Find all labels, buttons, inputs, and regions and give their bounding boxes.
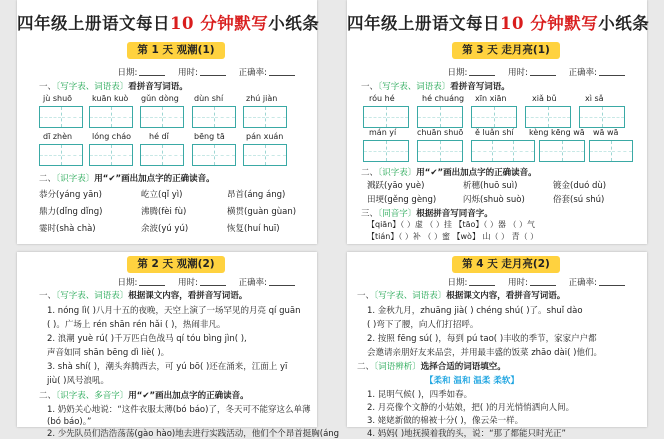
page-title: 四年级上册语文每日10 分钟默写小纸条 <box>17 14 320 33</box>
writing-grid[interactable] <box>39 144 83 166</box>
writing-grid[interactable] <box>471 140 535 162</box>
worksheet-day1: 四年级上册语文每日10 分钟默写小纸条 第 1 天 观潮(1) 日期: 用时: 正确率: 一、〔写字表、词语表〕看拼音写词语。 jù shuō kuān kuò gǔn dòng dùn shí zhú jiàn dī zhèn lóng cháo hé dǐ bēng tā pán xuán 二、〔识字表〕用“✔”画出加点字的正确读音。 恭分(yáng yān) 屹立(qǐ yì) 昂首(áng áng) 鼎力(dǐng dǐng) 沸腾(fèi fù) 横贯(guàn gùan) 霎时(shà chà) 余波(yú yú) 恢复(huí huī) <box>17 0 317 244</box>
rate-field[interactable] <box>599 66 625 76</box>
exercise-line: 2. 月亮像个文静的小姑娘，把( )的月光悄悄洒向人间。 <box>367 403 575 413</box>
day-banner: 第 2 天 观潮(2) <box>127 256 225 273</box>
meta-fields: 日期: 用时: 正确率: <box>117 66 295 78</box>
exercise-line: 3. shà shí( )，潮头奔腾西去，可 yú bō( )还在涌来，江面上 yī <box>47 362 288 372</box>
section-1-heading: 一、〔写字表、词语表〕根据课文内容，看拼音写词语。 <box>39 291 248 301</box>
writing-grid[interactable] <box>471 106 517 128</box>
exercise-line: 4. 妈妈( )地抚摸着我的头，说：“那了都能只时光正” <box>367 429 566 439</box>
exercise-line: 会邀请亲朋好友来品尝，并用最丰盛的饭菜 zhāo dài( )他们。 <box>367 348 602 358</box>
meta-fields: 日期: 用时: 正确率: <box>117 276 295 288</box>
section-2-heading: 二、〔识字表〕用“✔”画出加点字的正确读音。 <box>361 168 537 178</box>
homophone-row: 【tián】（ ）补 （ ）蜜 【wò】 山（ ） 青（ ） <box>367 232 539 241</box>
writing-grid[interactable] <box>363 106 409 128</box>
meta-fields: 日期: 用时: 正确率: <box>447 66 625 78</box>
writing-grid[interactable] <box>192 106 236 128</box>
section-2-heading: 二、〔识字表、多音字〕用“✔”画出加点字的正确读音。 <box>39 391 249 401</box>
writing-grid[interactable] <box>417 106 463 128</box>
exercise-line: jiù( )风号浪吼。 <box>47 376 109 386</box>
day-banner: 第 4 天 走月亮(2) <box>452 256 560 273</box>
word-choices: 【柔和 温和 温柔 柔软】 <box>425 376 519 386</box>
writing-grid[interactable] <box>243 144 287 166</box>
writing-grid[interactable] <box>363 140 409 162</box>
writing-grid[interactable] <box>140 144 184 166</box>
worksheet-day3: 四年级上册语文每日10 分钟默写小纸条 第 3 天 走月亮(1) 日期: 用时: 正确率: 一、〔写字表、词语表〕看拼音写词语。 róu hé hé chuáng xīn xiān xiǎ bǔ xì sǎ mán yí chuān shuō ě luǎn shí kèng kēng wā wā wā 二、〔识字表〕用“✔”画出加点字的正确读音。 溅跃(yāo yuè) 析穗(huō suì) 镀金(duó dù) 田埂(gěng gèng) 闪烁(shuò suò) 俗套(sú shú) 三、〔同音字〕根据拼音写同音字。 【qiān】（ ）虚 （ ）挂 【tāo】（ ）器 （ ）气 【tián】（ ）补 （ ）蜜 【wò】 山（ ） 青（ ） <box>347 0 647 244</box>
day-banner: 第 3 天 走月亮(1) <box>452 42 560 59</box>
rate-field[interactable] <box>269 66 295 76</box>
writing-grid[interactable] <box>525 106 571 128</box>
meta-fields: 日期: 用时: 正确率: <box>447 276 625 288</box>
exercise-line: ( )弯下了腰，向人们打招呼。 <box>367 320 479 330</box>
page-title: 四年级上册语文每日10 分钟默写小纸条 <box>347 14 650 33</box>
time-field[interactable] <box>200 276 226 286</box>
day-banner: 第 1 天 观潮(1) <box>127 42 225 59</box>
rate-field[interactable] <box>269 276 295 286</box>
date-field[interactable] <box>469 66 495 76</box>
worksheet-day2 <box>17 252 340 439</box>
exercise-line: 3. 姥姥新做的棉被十分( )，像云朵一样。 <box>367 416 524 426</box>
time-field[interactable] <box>530 276 556 286</box>
writing-grid[interactable] <box>417 140 463 162</box>
time-field[interactable] <box>530 66 556 76</box>
section-3-heading: 三、〔同音字〕根据拼音写同音字。 <box>361 209 493 219</box>
exercise-line: 2. 按照 fēng sú( )，每到 pú tao( )丰收的季节，家家户户都 <box>367 334 597 344</box>
writing-grid[interactable] <box>243 106 287 128</box>
exercise-line: 1. 昆明气候( )，四季如春。 <box>367 390 473 400</box>
section-2-heading: 二、〔识字表〕用“✔”画出加点字的正确读音。 <box>39 174 215 184</box>
exercise-line: 1. nóng lì( )八月十五的夜晚，天空上演了一场罕见的月亮 qí guān <box>47 306 301 316</box>
writing-grid[interactable] <box>539 140 585 162</box>
writing-grid[interactable] <box>89 106 133 128</box>
date-field[interactable] <box>139 66 165 76</box>
writing-grid[interactable] <box>192 144 236 166</box>
exercise-line: 1. 奶奶关心地说：“这件衣服太薄(bó báo)了，冬天可不能穿这么单薄 <box>47 405 311 415</box>
section-2-heading: 二、〔词语辨析〕选择合适的词语填空。 <box>357 362 506 372</box>
rate-field[interactable] <box>599 276 625 286</box>
exercise-line: 声音如同 shān bēng dì liè( )。 <box>47 348 170 358</box>
writing-grid[interactable] <box>579 106 625 128</box>
exercise-line: ( )。广场上 rén shān rén hǎi ( )，热闹非凡。 <box>47 320 226 330</box>
section-1-heading: 一、〔写字表、词语表〕看拼音写词语。 <box>361 82 510 92</box>
exercise-line: 1. 金秋九月，zhuāng jià( ) chéng shú( )了。shuǐ dào <box>367 306 583 316</box>
date-field[interactable] <box>469 276 495 286</box>
exercise-line: 2. 少先队员们浩浩荡荡(gào hào)地去进行实践活动，他们个个昂首挺胸(áng <box>47 429 340 439</box>
time-field[interactable] <box>200 66 226 76</box>
worksheet-day4 <box>347 252 647 439</box>
exercise-line: 2. 浪潮 yuè rú( )千万匹白色战马 qí tóu bìng jìn( ), <box>47 334 247 344</box>
exercise-line: (bó báo)。” <box>47 417 92 427</box>
writing-grid[interactable] <box>89 144 133 166</box>
date-field[interactable] <box>139 276 165 286</box>
writing-grid[interactable] <box>589 140 633 162</box>
writing-grid[interactable] <box>39 106 83 128</box>
section-1-heading: 一、〔写字表、词语表〕看拼音写词语。 <box>39 82 188 92</box>
writing-grid[interactable] <box>140 106 184 128</box>
homophone-row: 【qiān】（ ）虚 （ ）挂 【tāo】（ ）器 （ ）气 <box>367 220 536 229</box>
section-1-heading: 一、〔写字表、词语表〕根据课文内容，看拼音写词语。 <box>357 291 566 301</box>
